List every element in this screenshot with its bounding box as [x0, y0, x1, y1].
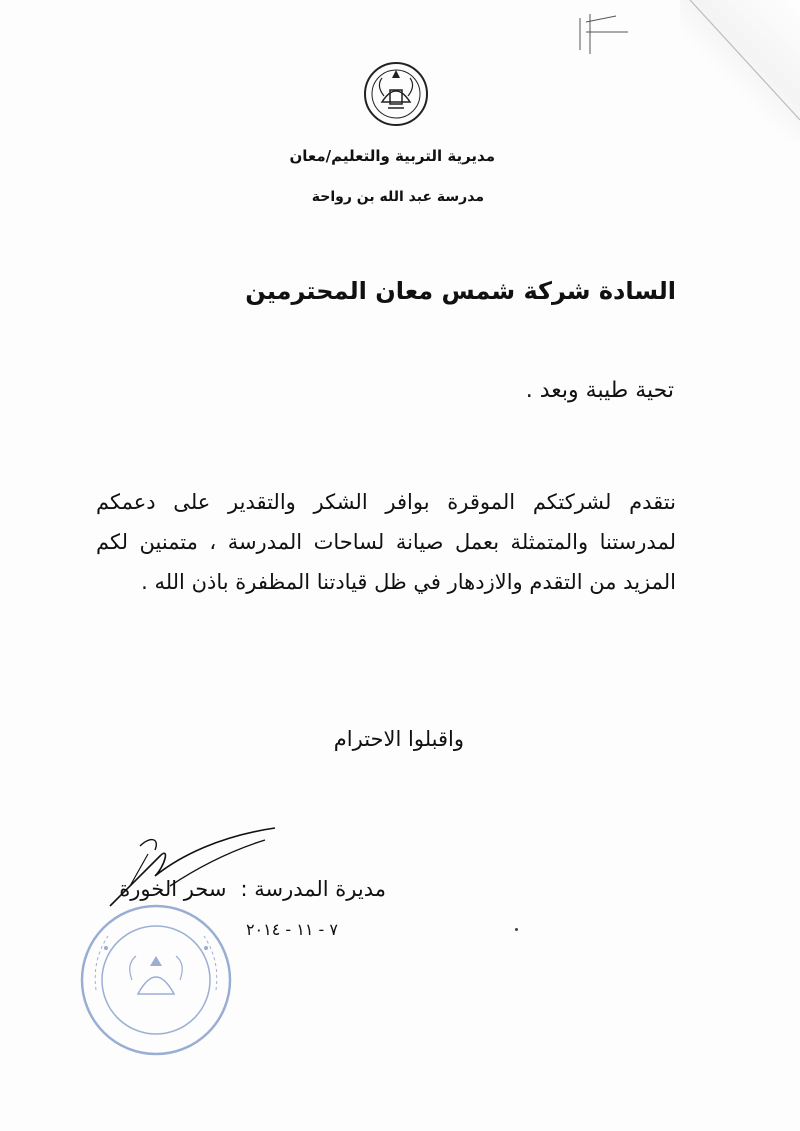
signature-title: مديرة المدرسة : [240, 877, 386, 901]
speck [515, 928, 518, 931]
body-line: المزيد من التقدم والازدهار في ظل قيادتنا المظفرة باذن الله . [141, 570, 676, 594]
body-line: نتقدم لشركتكم الموقرة بوافر الشكر والتقدير على دعمكم [96, 490, 676, 514]
jordan-coat-of-arms-icon [362, 56, 430, 128]
closing-line: واقبلوا الاحترام [333, 727, 464, 751]
greeting-line: تحية طيبة وبعد . [525, 378, 674, 403]
school-stamp-icon [76, 900, 236, 1060]
school-name: مدرسة عبد الله بن رواحة [311, 189, 484, 205]
signatory-name: سحر الخورة [119, 877, 227, 901]
letter-body [96, 482, 676, 602]
ministry-department: مديرية التربية والتعليم/معان [289, 147, 495, 165]
scan-mark [572, 10, 642, 60]
body-line: لمدرستنا والمتمثلة بعمل صيانة لساحات المدرسة ، متمنين لكم [96, 530, 676, 554]
corner-crease [660, 0, 800, 140]
letter-date: ٧ - ١١ - ٢٠١٤ [245, 920, 338, 939]
signature-line [119, 877, 386, 901]
recipient-line: السادة شركة شمس معان المحترمين [245, 277, 676, 305]
